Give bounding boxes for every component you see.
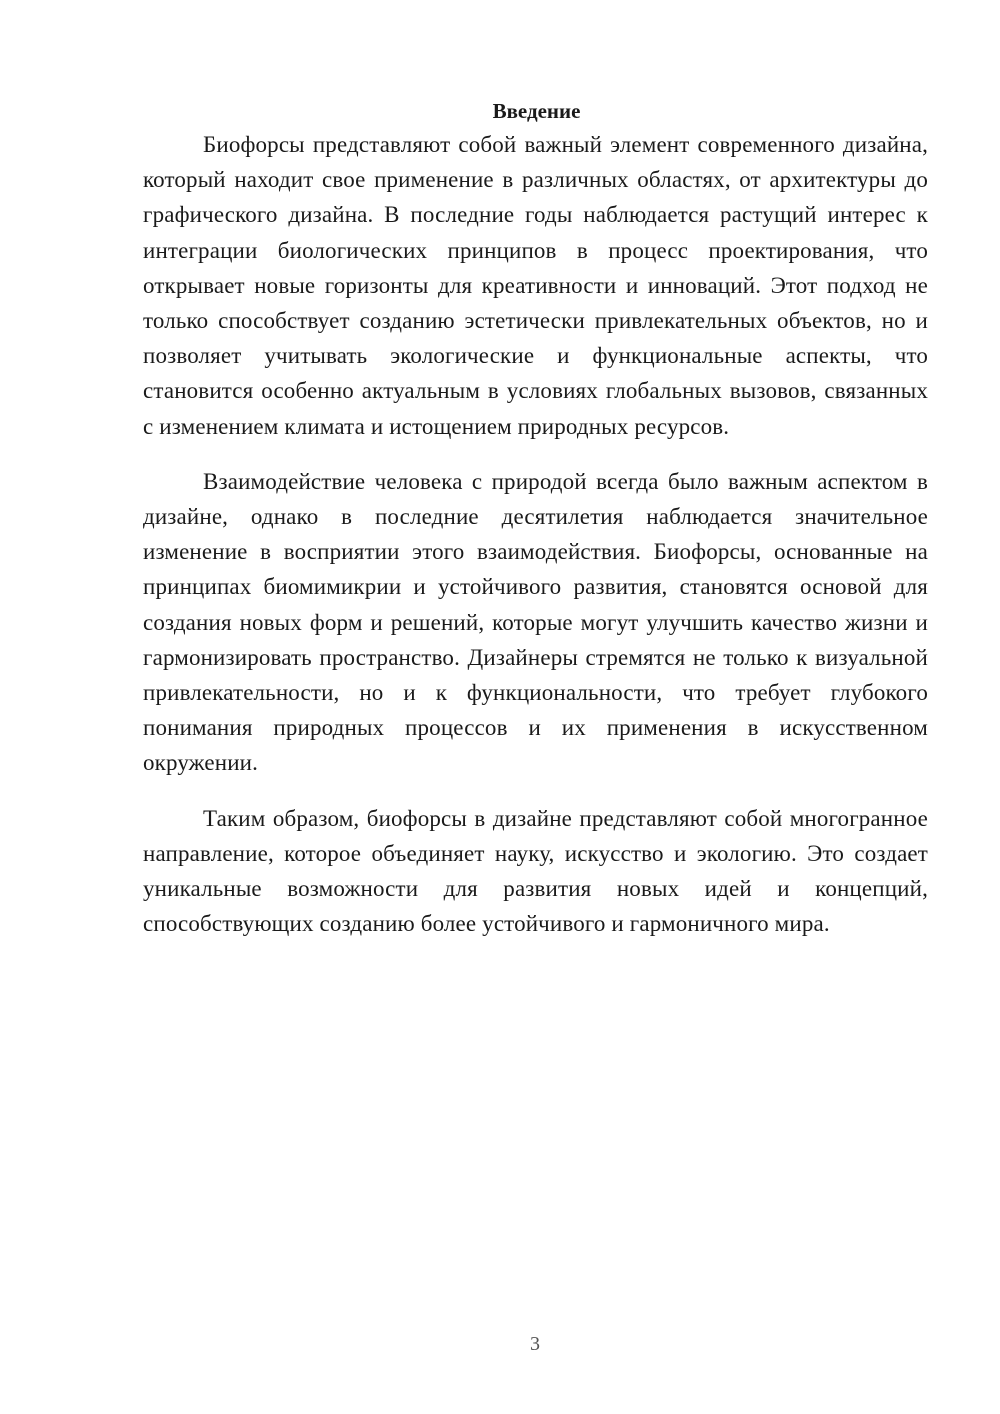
page-content xyxy=(143,96,928,961)
paragraph-3: Таким образом, биофорсы в дизайне представляют собой многогранное направление, которое объединяет науку, искусство и экологию. Это создает уникальные возможности для развития новых идей и концепций, способствующих созданию более устойчивого и гармоничного мира. xyxy=(143,805,928,937)
paragraph-2: Взаимодействие человека с природой всегда было важным аспектом в дизайне, однако в последние десятилетия наблюдается значительное изменение в восприятии этого взаимодействия. Биофорсы, основанные на принципах биомимикрии и устойчивого развития, становятся основой для создания новых форм и решений, которые могут улучшить качество жизни и гармонизировать пространство. Дизайнеры стремятся не только к визуальной привлекательности, но и к функциональности, что требует глубокого понимания природных процессов и их применения в искусственном окружении. xyxy=(143,468,928,776)
paragraph-1: Биофорсы представляют собой важный элемент современного дизайна, который находит свое применение в различных областях, от архитектуры до графического дизайна. В последние годы наблюдается растущий интерес к интеграции биологических принципов в процесс проектирования, что открывает новые горизонты для креативности и инноваций. Этот подход не только способствует созданию эстетически привлекательных объектов, но и позволяет учитывать экологические и функциональные аспекты, что становится особенно актуальным в условиях глобальных вызовов, связанных с изменением климата и истощением природных ресурсов. xyxy=(143,132,928,439)
page-number: 3 xyxy=(530,1333,540,1355)
section-heading: Введение xyxy=(492,99,581,123)
